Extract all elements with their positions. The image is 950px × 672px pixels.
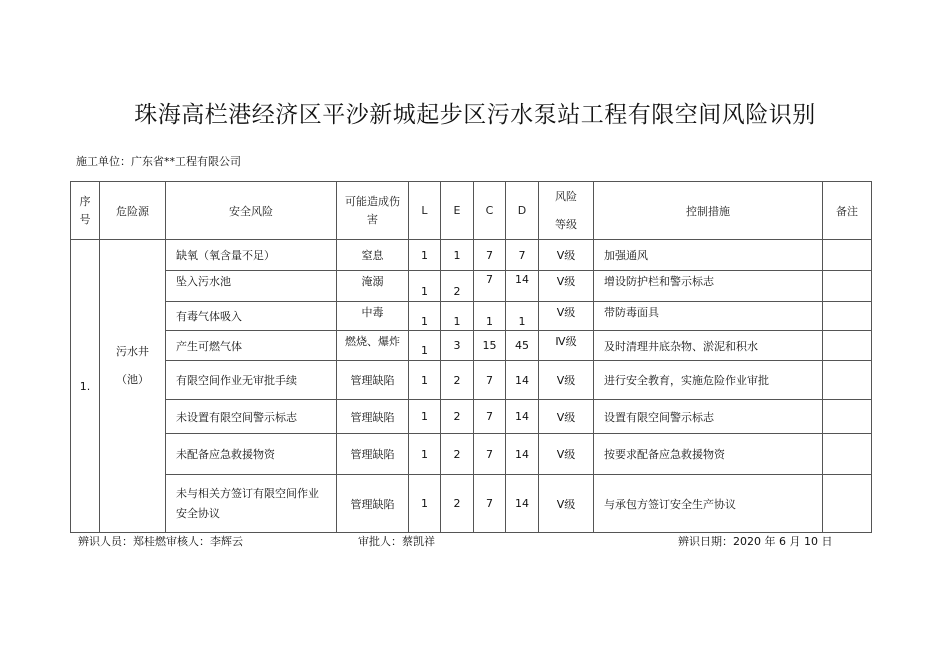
cell-hazard-source — [100, 240, 166, 533]
cell-remark — [823, 302, 872, 331]
table-row — [71, 240, 872, 271]
cell-risk-level: Ⅴ级 — [539, 475, 594, 533]
table-row — [71, 361, 872, 400]
header-L: L — [409, 182, 441, 240]
cell-risk — [166, 475, 337, 533]
cell-risk: 有限空间作业无审批手续 — [166, 361, 337, 400]
cell-risk-level: Ⅴ级 — [539, 400, 594, 434]
header-D: D — [506, 182, 539, 240]
header-remark: 备注 — [823, 182, 872, 240]
cell-D: 45 — [506, 331, 539, 361]
cell-harm: 窒息 — [337, 240, 409, 271]
header-E: E — [441, 182, 474, 240]
header-possible-harm — [337, 182, 409, 240]
cell-L — [409, 271, 441, 302]
cell-L-value: 1 — [421, 314, 428, 328]
footer-date: 辨识日期：2020 年 6 月 10 日 — [678, 535, 833, 548]
table-row — [71, 400, 872, 434]
header-seq — [71, 182, 100, 240]
cell-harm: 中毒 — [337, 302, 409, 331]
footer-approver: 审批人：蔡凯祥 — [358, 535, 435, 548]
header-harm-line2: 害 — [367, 212, 378, 226]
cell-remark — [823, 475, 872, 533]
cell-D-value: 1 — [518, 314, 526, 328]
table-row — [71, 434, 872, 475]
cell-control: 加强通风 — [594, 240, 823, 271]
cell-D — [506, 302, 539, 331]
cell-L: 1 — [409, 400, 441, 434]
cell-D: 7 — [506, 240, 539, 271]
table-row — [71, 302, 872, 331]
header-harm-line1: 可能造成伤 — [345, 194, 400, 208]
construction-unit: 施工单位：广东省**工程有限公司 — [76, 155, 241, 168]
cell-C: 7 — [474, 271, 506, 302]
cell-E: 3 — [441, 331, 474, 361]
table-row — [71, 271, 872, 302]
document-title: 珠海高栏港经济区平沙新城起步区污水泵站工程有限空间风险识别 — [134, 102, 816, 128]
cell-harm: 淹溺 — [337, 271, 409, 302]
cell-D: 14 — [506, 400, 539, 434]
cell-remark — [823, 400, 872, 434]
cell-E: 2 — [441, 400, 474, 434]
header-risk-level — [539, 182, 594, 240]
cell-harm: 管理缺陷 — [337, 434, 409, 475]
header-safety-risk: 安全风险 — [166, 182, 337, 240]
cell-L — [409, 331, 441, 361]
cell-L-value: 1 — [421, 284, 428, 298]
cell-risk: 有毒气体吸入 — [166, 302, 337, 331]
hazard-source-line2: （池） — [116, 373, 149, 386]
cell-risk-level: Ⅴ级 — [539, 271, 594, 302]
cell-risk-line2: 安全协议 — [176, 506, 220, 520]
cell-C: 7 — [474, 475, 506, 533]
cell-harm: 管理缺陷 — [337, 400, 409, 434]
cell-seq: 1. — [71, 240, 100, 533]
cell-L — [409, 302, 441, 331]
cell-risk-line1: 未与相关方签订有限空间作业 — [176, 486, 319, 500]
footer-identifier: 辨识人员：郑桂燃审核人：李辉云 — [78, 535, 243, 548]
header-seq-line2: 号 — [79, 212, 91, 226]
cell-risk: 未设置有限空间警示标志 — [166, 400, 337, 434]
cell-control: 与承包方签订安全生产协议 — [594, 475, 823, 533]
cell-risk: 未配备应急救援物资 — [166, 434, 337, 475]
header-level-line1: 风险 — [555, 189, 577, 203]
cell-E: 2 — [441, 361, 474, 400]
cell-E: 1 — [441, 240, 474, 271]
cell-control: 增设防护栏和警示标志 — [594, 271, 823, 302]
cell-remark — [823, 361, 872, 400]
cell-C: 7 — [474, 400, 506, 434]
cell-remark — [823, 434, 872, 475]
cell-control: 进行安全教育，实施危险作业审批 — [594, 361, 823, 400]
cell-E — [441, 302, 474, 331]
table-header-row — [71, 182, 872, 240]
cell-control: 带防毒面具 — [594, 302, 823, 331]
hazard-source-line1: 污水井 — [116, 345, 149, 358]
cell-D: 14 — [506, 434, 539, 475]
cell-L: 1 — [409, 475, 441, 533]
table-row — [71, 331, 872, 361]
cell-D: 14 — [506, 361, 539, 400]
cell-harm: 管理缺陷 — [337, 475, 409, 533]
table-row — [71, 475, 872, 533]
risk-table — [70, 181, 872, 533]
cell-risk-level: Ⅴ级 — [539, 240, 594, 271]
header-control-measures: 控制措施 — [594, 182, 823, 240]
cell-C — [474, 302, 506, 331]
header-seq-line1: 序 — [79, 194, 91, 208]
cell-risk-level: Ⅴ级 — [539, 302, 594, 331]
cell-remark — [823, 331, 872, 361]
cell-E: 2 — [441, 434, 474, 475]
cell-E-value: 1 — [453, 314, 461, 328]
cell-remark — [823, 240, 872, 271]
cell-E-value: 2 — [453, 284, 461, 298]
cell-L: 1 — [409, 361, 441, 400]
cell-C: 7 — [474, 361, 506, 400]
cell-risk: 产生可燃气体 — [166, 331, 337, 361]
cell-C: 7 — [474, 434, 506, 475]
cell-control: 设置有限空间警示标志 — [594, 400, 823, 434]
cell-D: 14 — [506, 475, 539, 533]
cell-harm: 管理缺陷 — [337, 361, 409, 400]
header-hazard-source: 危险源 — [100, 182, 166, 240]
cell-E: 2 — [441, 475, 474, 533]
cell-risk: 缺氧（氧含量不足） — [166, 240, 337, 271]
cell-L: 1 — [409, 434, 441, 475]
cell-C: 7 — [474, 240, 506, 271]
cell-L-value: 1 — [421, 344, 428, 357]
cell-risk-level: Ⅴ级 — [539, 361, 594, 400]
cell-C-value: 1 — [486, 314, 493, 328]
cell-L: 1 — [409, 240, 441, 271]
header-level-line2: 等级 — [555, 217, 577, 231]
cell-harm: 燃烧、爆炸 — [337, 331, 409, 361]
cell-remark — [823, 271, 872, 302]
cell-E — [441, 271, 474, 302]
header-C: C — [474, 182, 506, 240]
cell-control: 按要求配备应急救援物资 — [594, 434, 823, 475]
cell-risk-level: Ⅳ级 — [539, 331, 594, 361]
cell-risk: 坠入污水池 — [166, 271, 337, 302]
cell-control: 及时清理井底杂物、淤泥和积水 — [594, 331, 823, 361]
cell-D: 14 — [506, 271, 539, 302]
cell-C: 15 — [474, 331, 506, 361]
cell-risk-level: Ⅴ级 — [539, 434, 594, 475]
